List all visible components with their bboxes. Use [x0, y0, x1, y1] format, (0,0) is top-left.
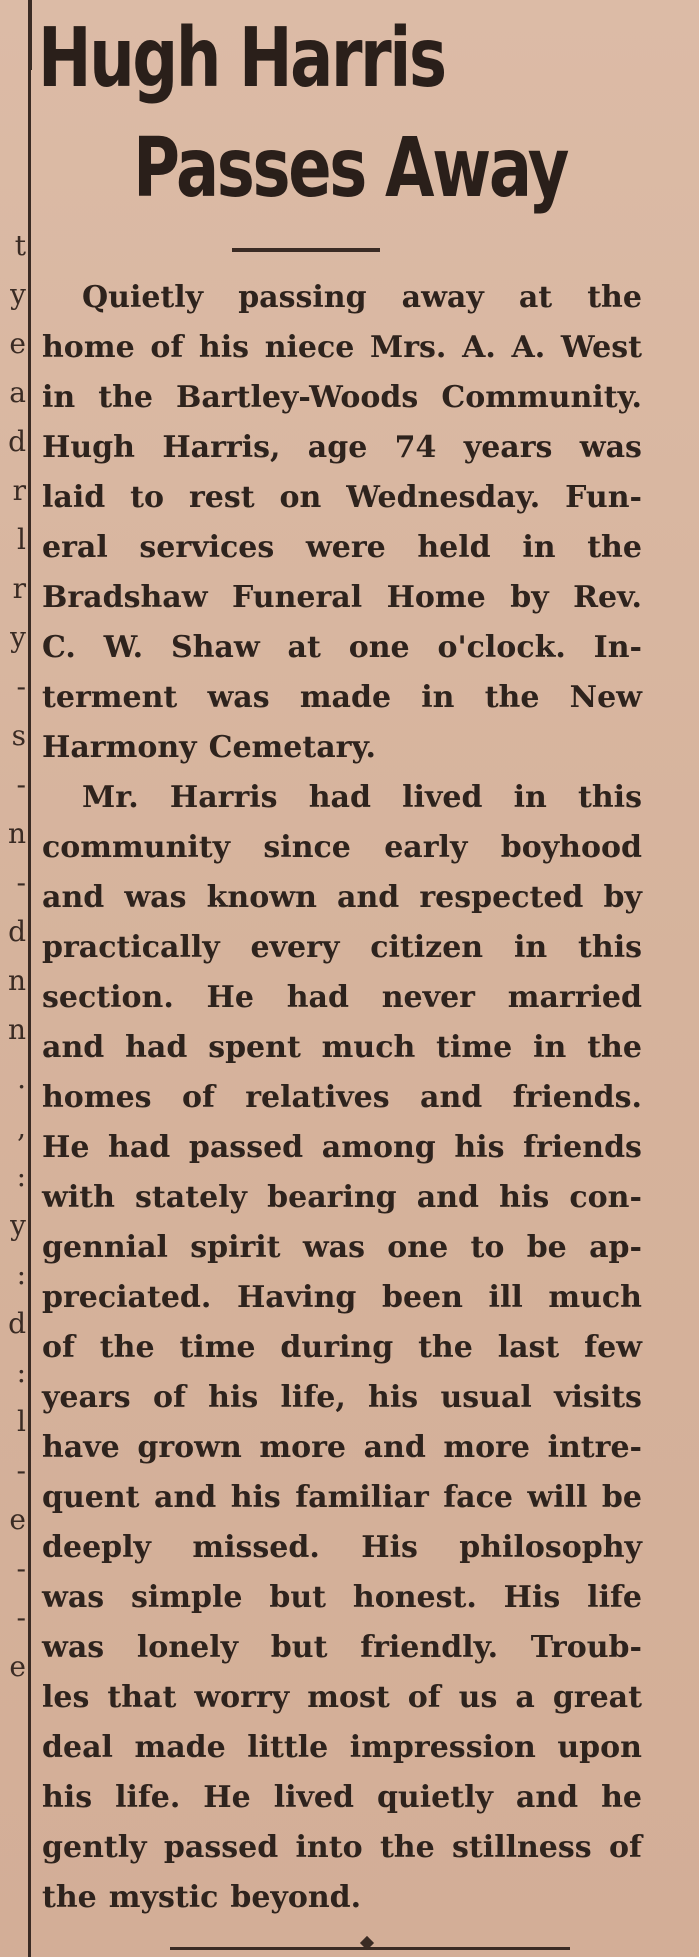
edge-char: n [7, 964, 26, 997]
word: into [295, 1830, 363, 1865]
word: 74 [394, 430, 437, 465]
word: be [601, 1480, 642, 1515]
word: Harmony [42, 730, 197, 765]
word: rest [188, 480, 255, 515]
word: was [302, 1230, 365, 1265]
body-line [42, 1473, 642, 1523]
word: more [259, 1430, 346, 1465]
word: his [208, 1380, 259, 1415]
word: with [42, 1180, 115, 1215]
word: Harris [169, 780, 278, 815]
headline-line-1: Hugh Harris [38, 11, 445, 106]
body-line [42, 1023, 642, 1073]
edge-char: y [10, 278, 26, 311]
word: his [230, 1480, 281, 1515]
body-line [42, 1173, 642, 1223]
edge-char: - [16, 1552, 26, 1585]
word: niece [264, 330, 355, 365]
edge-char: y [10, 621, 26, 654]
word: of [407, 1680, 441, 1715]
word: to [470, 1230, 505, 1265]
word: C. [42, 630, 76, 665]
word: lonely [136, 1630, 239, 1665]
word: the [587, 280, 642, 315]
word: be [526, 1230, 567, 1265]
word: known [206, 880, 317, 915]
body-line [42, 823, 642, 873]
word: Community. [441, 380, 642, 415]
edge-char: : [16, 1356, 26, 1389]
edge-char: t [14, 229, 26, 262]
word: les [42, 1680, 90, 1715]
word: a [515, 1680, 535, 1715]
word: home [42, 330, 135, 365]
word: the [587, 530, 642, 565]
word: time [179, 1330, 256, 1365]
word: the [418, 1330, 473, 1365]
body-line [42, 373, 642, 423]
word: had [308, 780, 371, 815]
word: boyhood [500, 830, 642, 865]
word: A. [462, 330, 496, 365]
adjacent-column-fragment [0, 0, 30, 1957]
word: West [560, 330, 642, 365]
edge-char: e [9, 1650, 26, 1683]
edge-char: s [11, 719, 26, 752]
word: years [463, 430, 553, 465]
word: the [379, 1830, 435, 1865]
word: held [417, 530, 491, 565]
word: one [387, 1230, 449, 1265]
word: were [305, 530, 386, 565]
word: spirit [190, 1230, 281, 1265]
word: passed [163, 1830, 279, 1865]
headline-line-2: Passes Away [133, 121, 568, 216]
body-line [42, 1323, 642, 1373]
word: in [513, 930, 548, 965]
edge-char: d [8, 915, 26, 948]
word: familiar [295, 1480, 429, 1515]
word: during [280, 1330, 394, 1365]
word: Having [236, 1280, 357, 1315]
word: Wednesday. [346, 480, 541, 515]
word: his [198, 330, 250, 365]
word: one [348, 630, 410, 665]
word: the [99, 1330, 155, 1365]
word: community [42, 830, 231, 865]
word: and [154, 1480, 217, 1515]
word: to [130, 480, 165, 515]
word: ap- [589, 1230, 642, 1265]
word: Cemetary. [208, 730, 376, 765]
body-line [42, 1273, 642, 1323]
word: and [363, 1430, 426, 1465]
word: most [307, 1680, 390, 1715]
body-line [42, 1523, 642, 1573]
body-line [42, 323, 642, 373]
body-line [42, 573, 642, 623]
word: on [279, 480, 322, 515]
word: away [401, 280, 484, 315]
word: deal [42, 1730, 113, 1765]
body-line [42, 1423, 642, 1473]
word: was [579, 430, 642, 465]
word: passing [238, 280, 367, 315]
edge-char: y [10, 1209, 26, 1242]
word: time [436, 1030, 513, 1065]
word: married [507, 980, 642, 1015]
edge-char: e [9, 327, 26, 360]
word: have [42, 1430, 120, 1465]
word: friends. [512, 1080, 642, 1115]
word: lived [402, 780, 483, 815]
word: simple [131, 1580, 243, 1615]
word: life. [115, 1780, 181, 1815]
word: Quietly [82, 280, 204, 315]
word: Mrs. [370, 330, 447, 365]
word: Bartley-Woods [175, 380, 419, 415]
edge-char: d [8, 1307, 26, 1340]
word: early [384, 830, 468, 865]
word: Shaw [170, 630, 260, 665]
word: Home [386, 580, 486, 615]
word: more [443, 1430, 531, 1465]
word: philosophy [459, 1530, 642, 1565]
word: respected [419, 880, 584, 915]
column-rule [28, 0, 31, 1957]
word: he [601, 1780, 642, 1815]
word: at [287, 630, 321, 665]
word: life [587, 1580, 642, 1615]
word: He [206, 980, 254, 1015]
edge-char: : [16, 1258, 26, 1291]
edge-char: - [16, 1454, 26, 1487]
word: never [381, 980, 475, 1015]
word: mystic [108, 1880, 219, 1915]
word: this [578, 780, 642, 815]
word: lived [273, 1780, 354, 1815]
body-line [42, 473, 642, 523]
body-line [42, 723, 642, 773]
word: much [548, 1280, 642, 1315]
word: was [124, 880, 187, 915]
word: few [584, 1330, 642, 1365]
word: usual [440, 1380, 532, 1415]
word: had [286, 980, 349, 1015]
edge-char: l [17, 523, 26, 556]
body-line [42, 673, 642, 723]
word: been [381, 1280, 463, 1315]
body-line [42, 1373, 642, 1423]
word: In- [593, 630, 642, 665]
body-line [42, 1823, 642, 1873]
body-line [42, 923, 642, 973]
edge-char: l [17, 1405, 26, 1438]
word: life, [280, 1380, 346, 1415]
word: He [203, 1780, 251, 1815]
column-rule-top [30, 0, 32, 70]
word: and [416, 1180, 480, 1215]
word: Hugh [42, 430, 135, 465]
word: relatives [245, 1080, 390, 1115]
word: and [337, 880, 400, 915]
word: us [458, 1680, 498, 1715]
word: of [152, 1380, 186, 1415]
word: in [533, 1030, 567, 1065]
headline-rule [232, 248, 380, 252]
word: much [321, 1030, 416, 1065]
edge-char: d [8, 425, 26, 458]
word: Troub- [530, 1630, 642, 1665]
edge-char: : [16, 1160, 26, 1193]
edge-char: n [7, 817, 26, 850]
word: terment [42, 680, 178, 715]
word: His [503, 1580, 561, 1615]
word: Fun- [565, 480, 642, 515]
word: passed [188, 1130, 304, 1165]
body-line [42, 873, 642, 923]
word: Rev. [573, 580, 642, 615]
word: W. [103, 630, 144, 665]
word: He [42, 1130, 90, 1165]
word: ill [488, 1280, 523, 1315]
word: by [510, 580, 549, 615]
word: made [134, 1730, 226, 1765]
word: services [139, 530, 275, 565]
bottom-rule [170, 1947, 570, 1950]
word: years [42, 1380, 131, 1415]
word: face [443, 1480, 513, 1515]
word: eral [42, 530, 108, 565]
body-line [42, 1723, 642, 1773]
word: bearing [267, 1180, 397, 1215]
word: every [250, 930, 340, 965]
word: and [42, 1030, 105, 1065]
word: upon [557, 1730, 642, 1765]
word: age [307, 430, 368, 465]
word: Mr. [82, 780, 139, 815]
word: at [518, 280, 553, 315]
word: his [499, 1180, 550, 1215]
word: and [420, 1080, 483, 1115]
edge-char: n [7, 1013, 26, 1046]
word: by [603, 880, 642, 915]
word: in [421, 680, 455, 715]
word: practically [42, 930, 220, 965]
word: stillness [452, 1830, 592, 1865]
edge-char: a [9, 376, 26, 409]
word: in [513, 780, 547, 815]
word: in [522, 530, 556, 565]
word: of [181, 1080, 215, 1115]
body-line [42, 623, 642, 673]
word: the [484, 680, 540, 715]
word: of [150, 330, 184, 365]
edge-char: - [16, 1601, 26, 1634]
body-line [42, 1123, 642, 1173]
word: beyond. [230, 1880, 362, 1915]
word: gently [42, 1830, 147, 1865]
word: worry [194, 1680, 290, 1715]
word: the [42, 1880, 97, 1915]
word: section. [42, 980, 174, 1015]
word: made [299, 680, 392, 715]
word: his [454, 1130, 505, 1165]
word: Funeral [232, 580, 363, 615]
word: little [247, 1730, 329, 1765]
body-line [42, 273, 642, 323]
edge-char: r [12, 474, 26, 507]
word: in [42, 380, 76, 415]
word: but [270, 1630, 328, 1665]
body-line [42, 523, 642, 573]
body-line [42, 1873, 642, 1923]
edge-char: - [16, 866, 26, 899]
word: Harris, [162, 430, 281, 465]
body-line [42, 1623, 642, 1673]
word: was [207, 680, 270, 715]
word: was [42, 1580, 105, 1615]
word: laid [42, 480, 106, 515]
article-body [42, 273, 642, 1923]
word: Bradshaw [42, 580, 208, 615]
body-line [42, 773, 642, 823]
word: his [368, 1380, 419, 1415]
word: gennial [42, 1230, 168, 1265]
word: of [42, 1330, 75, 1365]
word: missed. [192, 1530, 320, 1565]
word: impression [349, 1730, 536, 1765]
word: friendly. [360, 1630, 499, 1665]
word: had [125, 1030, 188, 1065]
word: of [609, 1830, 642, 1865]
edge-char: , [17, 1111, 26, 1144]
word: and [42, 880, 105, 915]
word: preciated. [42, 1280, 212, 1315]
word: New [569, 680, 642, 715]
edge-char: . [17, 1062, 26, 1095]
word: his [42, 1780, 93, 1815]
word: stately [135, 1180, 247, 1215]
word: since [263, 830, 351, 865]
word: but [269, 1580, 327, 1615]
word: intre- [547, 1430, 642, 1465]
word: and [515, 1780, 579, 1815]
word: was [42, 1630, 105, 1665]
body-line [42, 1573, 642, 1623]
edge-char: - [16, 670, 26, 703]
word: quent [42, 1480, 140, 1515]
word: friends [523, 1130, 642, 1165]
word: spent [208, 1030, 301, 1065]
word: honest. [352, 1580, 477, 1615]
body-line [42, 973, 642, 1023]
word: that [107, 1680, 177, 1715]
word: deeply [42, 1530, 151, 1565]
word: homes [42, 1080, 152, 1115]
word: last [497, 1330, 560, 1365]
body-line [42, 1773, 642, 1823]
body-line [42, 423, 642, 473]
word: the [98, 380, 153, 415]
word: A. [511, 330, 546, 365]
word: citizen [370, 930, 484, 965]
word: His [361, 1530, 418, 1565]
word: visits [554, 1380, 642, 1415]
word: con- [569, 1180, 642, 1215]
edge-char: - [16, 768, 26, 801]
body-line [42, 1673, 642, 1723]
word: grown [137, 1430, 242, 1465]
word: o'clock. [437, 630, 566, 665]
body-line [42, 1073, 642, 1123]
edge-char: r [12, 572, 26, 605]
word: the [587, 1030, 642, 1065]
word: this [578, 930, 642, 965]
word: great [552, 1680, 642, 1715]
word: will [527, 1480, 588, 1515]
edge-char: e [9, 1503, 26, 1536]
word: among [321, 1130, 436, 1165]
word: quietly [376, 1780, 493, 1815]
body-line [42, 1223, 642, 1273]
word: had [108, 1130, 171, 1165]
